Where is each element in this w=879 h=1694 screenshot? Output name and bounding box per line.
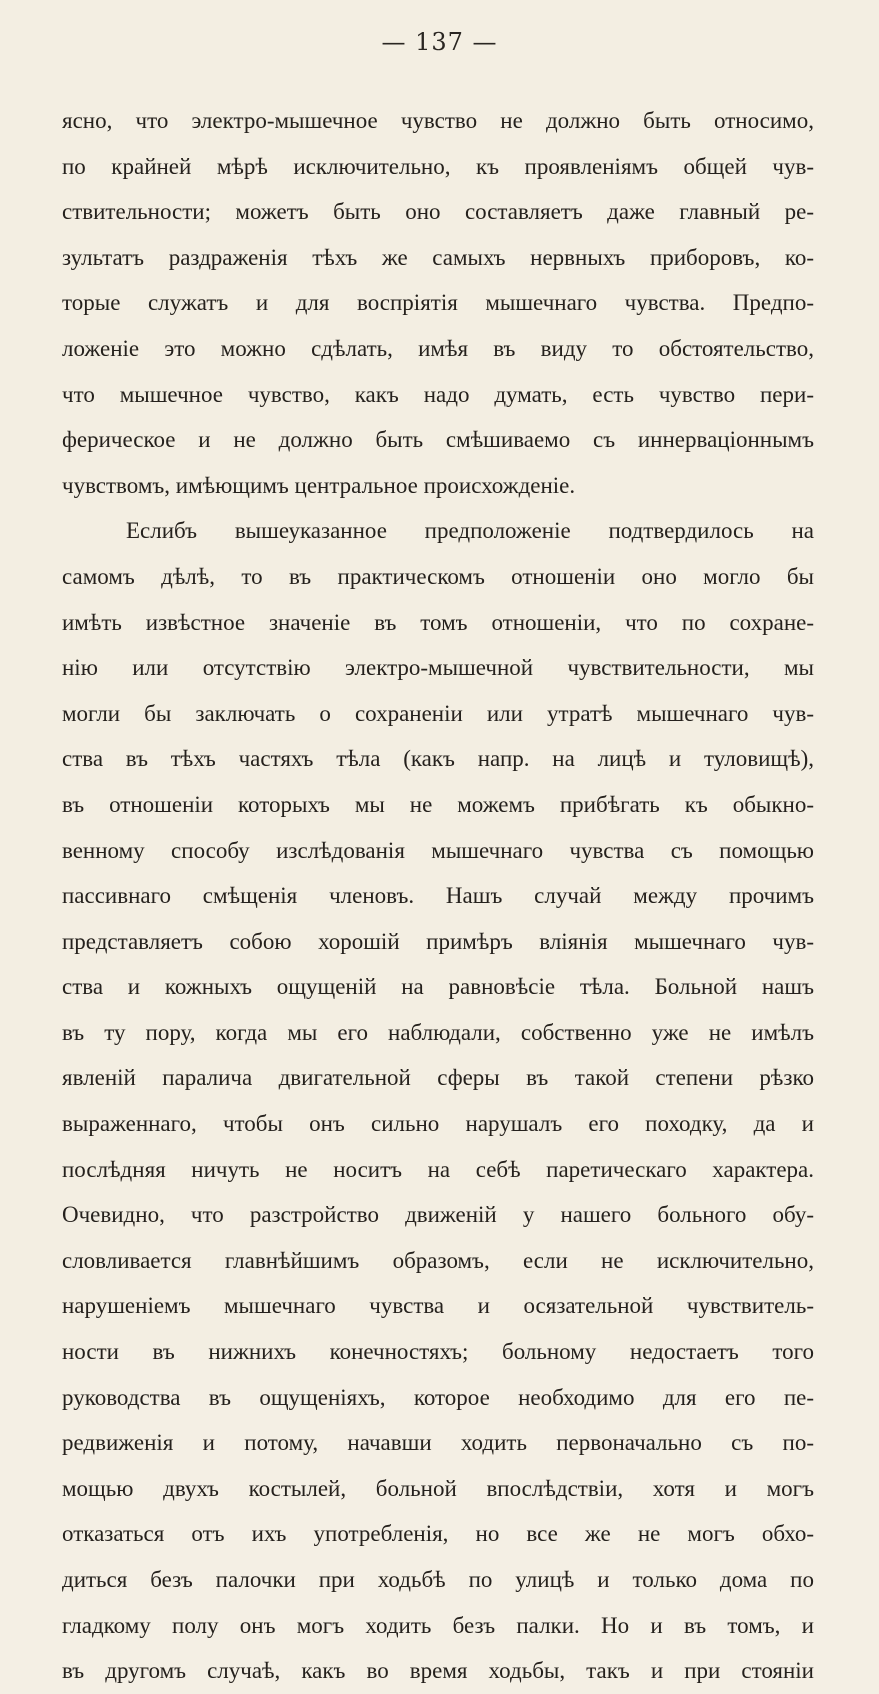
text-line: зультатъ раздраженія тѣхъ же самыхъ нервныхъ приборовъ, ко- [62,244,814,270]
text-line: гладкому полу онъ могъ ходить безъ палки. Но и въ томъ, и [62,1612,814,1638]
text-line: нарушеніемъ мышечнаго чувства и осязательной чувствитель- [62,1293,814,1319]
text-line: послѣдняя ничуть не носитъ на себѣ паретическаго характера. [62,1156,814,1182]
text-line: отказаться отъ ихъ употребленія, но все же не могъ обхо- [62,1521,814,1547]
text-line: ности въ нижнихъ конечностяхъ; больному недостаетъ того [62,1339,814,1365]
text-line: ферическое и не должно быть смѣшиваемо съ иннерваціоннымъ [62,427,814,453]
text-line: ложеніе это можно сдѣлать, имѣя въ виду то обстоятельство, [62,335,814,361]
text-line: по крайней мѣрѣ исключительно, къ проявленіямъ общей чув- [62,153,814,179]
text-line: въ ту пору, когда мы его наблюдали, собственно уже не имѣлъ [62,1019,814,1045]
text-line: могли бы заключать о сохраненіи или утратѣ мышечнаго чув- [62,700,814,726]
text-line: торые служатъ и для воспріятія мышечнаго чувства. Предпо- [62,290,814,316]
text-line: представляетъ собою хорошій примѣръ вліянія мышечнаго чув- [62,928,814,954]
text-line: Очевидно, что разстройство движеній у нашего больного обу- [62,1202,814,1228]
text-line: явленій паралича двигательной сферы въ такой степени рѣзко [62,1065,814,1091]
page-body-text [62,98,814,1694]
text-line: въ отношеніи которыхъ мы не можемъ прибѣгать къ обыкно- [62,791,814,817]
text-line: диться безъ палочки при ходьбѣ по улицѣ и только дома по [62,1567,814,1592]
text-line: нію или отсутствію электро-мышечной чувствительности, мы [62,655,814,681]
text-line: самомъ дѣлѣ, то въ практическомъ отношеніи оно могло бы [62,563,814,589]
text-line: руководства въ ощущеніяхъ, которое необходимо для его пе- [62,1384,814,1410]
text-line: пассивнаго смѣщенія членовъ. Нашъ случай между прочимъ [62,883,814,909]
text-line: выраженнаго, чтобы онъ сильно нарушалъ его походку, да и [62,1111,814,1137]
text-line: что мышечное чувство, какъ надо думать, есть чувство пери- [62,381,814,407]
text-line: ясно, что электро-мышечное чувство не должно быть относимо, [62,108,814,133]
text-line: имѣть извѣстное значеніе въ томъ отношеніи, что по сохране- [62,609,814,635]
text-line: венному способу изслѣдованія мышечнаго чувства съ помощью [62,837,814,863]
text-line: ства и кожныхъ ощущеній на равновѣсіе тѣла. Больной нашъ [62,974,814,1000]
text-line: мощью двухъ костылей, больной впослѣдствіи, хотя и могъ [62,1475,814,1501]
text-line: ства въ тѣхъ частяхъ тѣла (какъ напр. на лицѣ и туловищѣ), [62,746,814,772]
text-line: ствительности; можетъ быть оно составляетъ даже главный ре- [62,199,814,225]
paragraph-first-line: Еслибъ вышеуказанное предположеніе подтвердилось на [126,518,814,544]
text-line: въ другомъ случаѣ, какъ во время ходьбы, такъ и при стояніи [62,1658,814,1684]
page-number: — 137 — [381,28,498,56]
text-line: словливается главнѣйшимъ образомъ, если не исключительно, [62,1247,814,1273]
text-line: редвиженія и потому, начавши ходить первоначально съ по- [62,1430,814,1456]
paragraph-end-line: чувствомъ, имѣющимъ центральное происхожденіе. [62,472,576,498]
